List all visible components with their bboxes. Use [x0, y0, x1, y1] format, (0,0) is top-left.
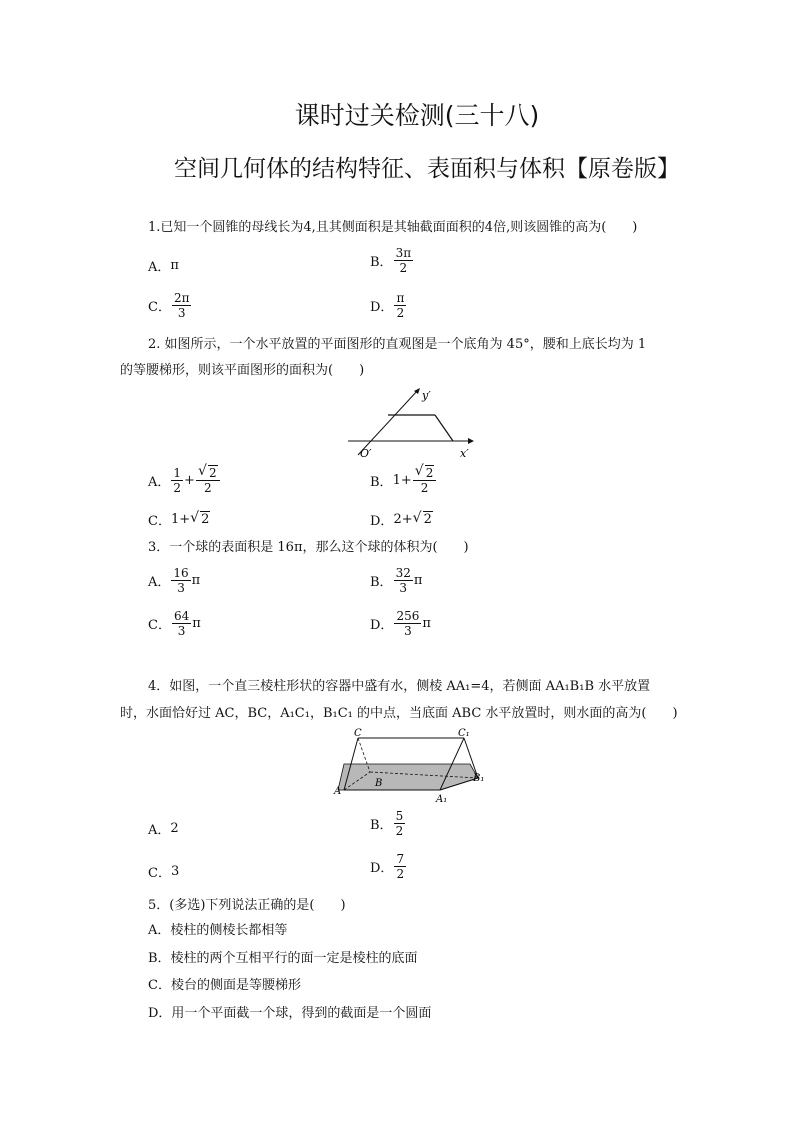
q2-trapezoid-leg — [435, 415, 453, 441]
q1-b-label: B． — [370, 255, 393, 270]
q1-a-text: π — [170, 258, 179, 273]
page-subtitle: 空间几何体的结构特征、表面积与体积【原卷版】 — [174, 156, 680, 182]
q3-b-label: B． — [370, 575, 393, 590]
q3-d-fraction: $\frac{256}{3}$ — [396, 609, 420, 638]
q2-stem-line1: 2. 如图所示，一个水平放置的平面图形的直观图是一个底角为 45°，腰和上底长均为 1 — [148, 337, 647, 352]
q3-option-b — [370, 566, 422, 595]
q2-c-label: C． — [148, 514, 171, 529]
q1-option-b — [370, 246, 414, 275]
q4-option-c — [148, 862, 179, 881]
q1-option-d — [370, 291, 407, 320]
q2-b-label: B． — [370, 475, 393, 490]
q2-d-prefix: 2+ — [393, 512, 413, 527]
q5-option-d: D．用一个平面截一个球，得到的截面是一个圆面 — [148, 1006, 432, 1021]
q1-option-c — [148, 291, 192, 320]
q2-c-sqrt: √ 2 — [190, 510, 210, 527]
q2-fig-x-label: x′ — [460, 447, 469, 460]
q4-fig-c: C — [354, 728, 362, 739]
q5-stem: 5．(多选)下列说法正确的是( ) — [148, 898, 346, 913]
q2-c-prefix: 1+ — [170, 512, 191, 527]
q4-d-label: D． — [370, 861, 394, 876]
q3-d-pi: π — [422, 616, 431, 631]
q2-option-b — [370, 463, 437, 495]
q3-a-fraction: $\frac{16}{3}$ — [173, 566, 189, 595]
q4-option-d — [370, 852, 407, 881]
q3-d-label: D． — [370, 618, 394, 633]
q4-stem-line2: 时，水面恰好过 AC，BC，A₁C₁，B₁C₁ 的中点，当底面 ABC 水平放置时，则水面的高为( ) — [120, 706, 678, 721]
q4-fig-c1: C₁ — [458, 728, 470, 739]
page-title: 课时过关检测(三十八) — [294, 101, 540, 130]
q2-stem-line2: 的等腰梯形，则该平面图形的面积为( ) — [120, 363, 365, 378]
q5-option-b: B．棱柱的两个互相平行的面一定是棱柱的底面 — [148, 951, 418, 966]
q3-c-pi: π — [192, 616, 201, 631]
q2-option-a — [148, 463, 221, 495]
q2-option-c — [148, 510, 210, 529]
q4-fig-a: A — [334, 786, 342, 797]
q4-option-b — [370, 809, 406, 838]
q2-b-fraction: √ 2 2 — [413, 466, 437, 495]
q4-fig-b1: B₁ — [473, 773, 485, 784]
q1-option-a — [148, 256, 179, 275]
q2-x-arrow — [468, 438, 474, 444]
q2-d-sqrt: √ 2 — [412, 510, 432, 527]
q4-b-label: B． — [370, 818, 393, 833]
q2-option-d — [370, 510, 433, 529]
q2-a-label: A． — [148, 475, 171, 490]
q3-b-fraction: $\frac{32}{3}$ — [395, 566, 411, 595]
q1-d-fraction: $\frac{\pi}{2}$ — [396, 291, 405, 320]
q2-a-fraction2: √ 2 2 — [196, 466, 220, 495]
q4-a-text: 2 — [170, 821, 179, 836]
q3-a-pi: π — [191, 573, 201, 588]
q4-prism-figure — [330, 728, 490, 804]
q3-c-label: C． — [148, 618, 171, 633]
q2-b-prefix: 1+ — [392, 473, 412, 488]
q2-trapezoid-figure — [340, 385, 480, 460]
q2-d-label: D． — [370, 514, 394, 529]
q2-fig-o-label: O′ — [360, 447, 372, 460]
q1-c-fraction: $\frac{2\pi}{3}$ — [173, 291, 190, 320]
q2-a-plus: + — [184, 473, 195, 488]
q4-a-label: A． — [148, 823, 171, 838]
q1-a-label: A． — [148, 260, 171, 275]
q3-option-a — [148, 566, 200, 595]
q4-b-fraction: $\frac{5}{2}$ — [395, 809, 404, 838]
q3-stem: 3．一个球的表面积是 16π，那么这个球的体积为( ) — [148, 540, 469, 555]
q1-stem: 1.已知一个圆锥的母线长为4,且其侧面积是其轴截面面积的4倍,则该圆锥的高为( ) — [148, 220, 638, 235]
q4-d-fraction: $\frac{7}{2}$ — [396, 852, 405, 881]
q3-option-c — [148, 609, 201, 638]
q4-fig-b: B — [375, 778, 383, 789]
q1-c-label: C． — [148, 300, 171, 315]
q3-b-pi: π — [413, 573, 423, 588]
q4-option-a — [148, 819, 179, 838]
q2-y-axis — [358, 390, 418, 455]
q4-c-label: C． — [148, 866, 171, 881]
q2-a-fraction1: $\frac{1}{2}$ — [173, 466, 182, 495]
q5-option-a: A．棱柱的侧棱长都相等 — [148, 923, 288, 938]
q1-d-label: D． — [370, 300, 394, 315]
q1-b-fraction: $\frac{3\pi}{2}$ — [395, 246, 412, 275]
q4-stem-line1: 4．如图，一个直三棱柱形状的容器中盛有水，侧棱 AA₁=4，若侧面 AA₁B₁B 水平放置 — [148, 679, 651, 694]
q3-a-label: A． — [148, 575, 171, 590]
q4-fig-a1: A₁ — [436, 794, 448, 804]
q2-fig-y-label: y′ — [422, 389, 431, 402]
q3-c-fraction: $\frac{64}{3}$ — [173, 609, 190, 638]
q5-option-c: C．棱台的侧面是等腰梯形 — [148, 978, 301, 993]
q3-option-d — [370, 609, 431, 638]
q4-c-text: 3 — [170, 864, 180, 879]
